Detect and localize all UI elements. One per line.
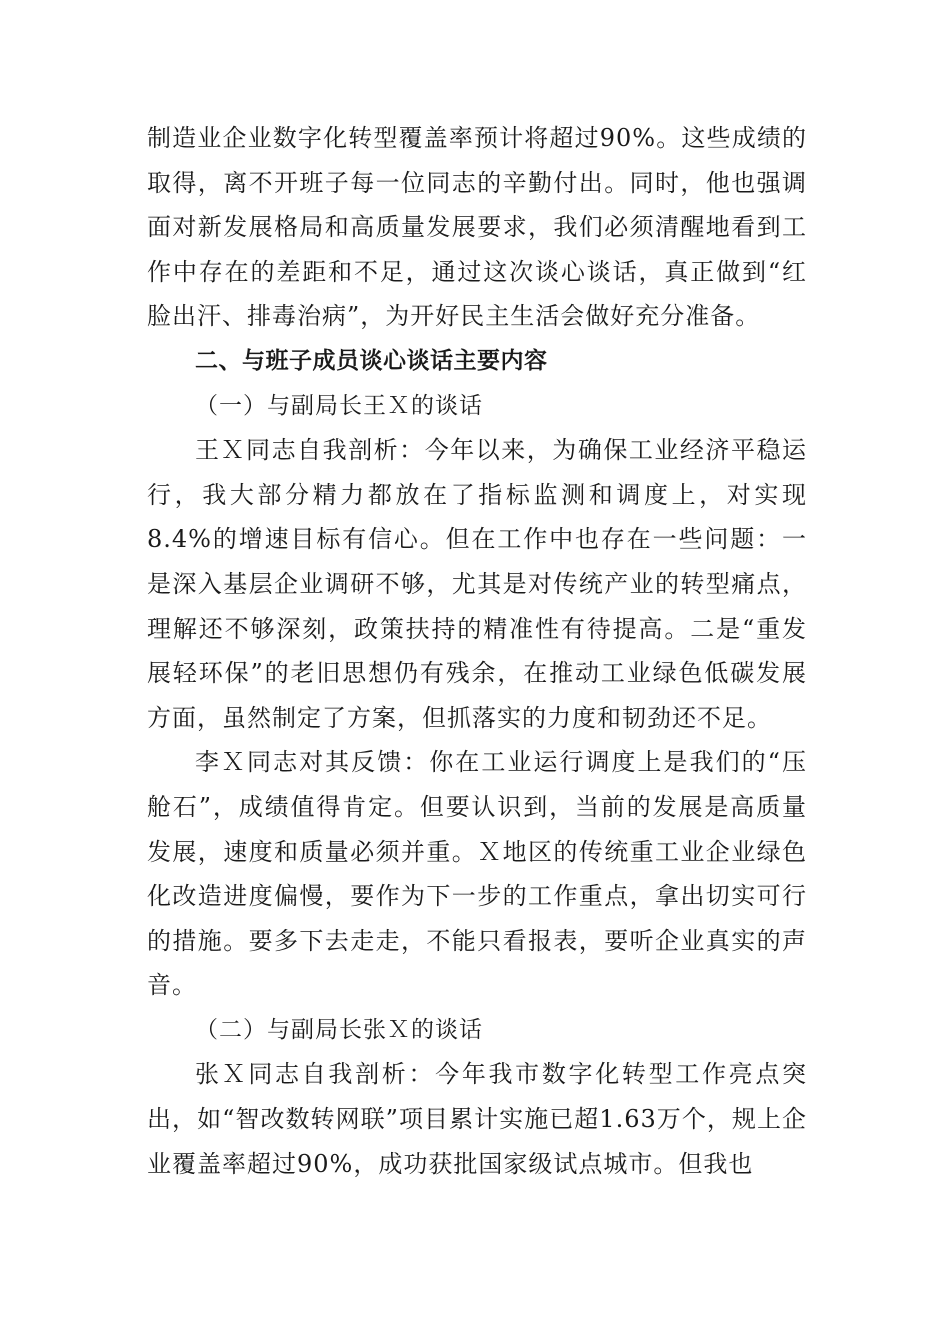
subsection-heading-1: （一）与副局长王Ｘ的谈话 bbox=[195, 392, 483, 419]
intro-paragraph: 制造业企业数字化转型覆盖率预计将超过90%。这些成绩的取得，离不开班子每一位同志的辛勤付出。同时，他也强调面对新发展格局和高质量发展要求，我们必须清醒地看到工作中存在的差距和不足，通过这次谈心谈话，真正做到“红脸出汗、排毒治病”，为开好民主生活会做好充分准备。 bbox=[147, 124, 807, 331]
section-heading: 二、与班子成员谈心谈话主要内容 bbox=[195, 347, 548, 374]
self-analysis-paragraph-wang: 王Ｘ同志自我剖析：今年以来，为确保工业经济平稳运行，我大部分精力都放在了指标监测和调度上，对实现8.4%的增速目标有信心。但在工作中也存在一些问题：一是深入基层企业调研不够，尤其是对传统产业的转型痛点，理解还不够深刻，政策扶持的精准性有待提高。二是“重发展轻环保”的老旧思想仍有残余，在推动工业绿色低碳发展方面，虽然制定了方案，但抓落实的力度和韧劲还不足。 bbox=[147, 436, 807, 732]
feedback-paragraph-li: 李Ｘ同志对其反馈：你在工业运行调度上是我们的“压舱石”，成绩值得肯定。但要认识到，当前的发展是高质量发展，速度和质量必须并重。Ｘ地区的传统重工业企业绿色化改造进度偏慢，要作为下一步的工作重点，拿出切实可行的措施。要多下去走走，不能只看报表，要听企业真实的声音。 bbox=[147, 748, 807, 1000]
document-body bbox=[147, 116, 807, 1186]
self-analysis-paragraph-zhang: 张Ｘ同志自我剖析：今年我市数字化转型工作亮点突出，如“智改数转网联”项目累计实施已超1.63万个，规上企业覆盖率超过90%，成功获批国家级试点城市。但我也 bbox=[147, 1060, 807, 1178]
subsection-heading-2: （二）与副局长张Ｘ的谈话 bbox=[195, 1016, 483, 1043]
